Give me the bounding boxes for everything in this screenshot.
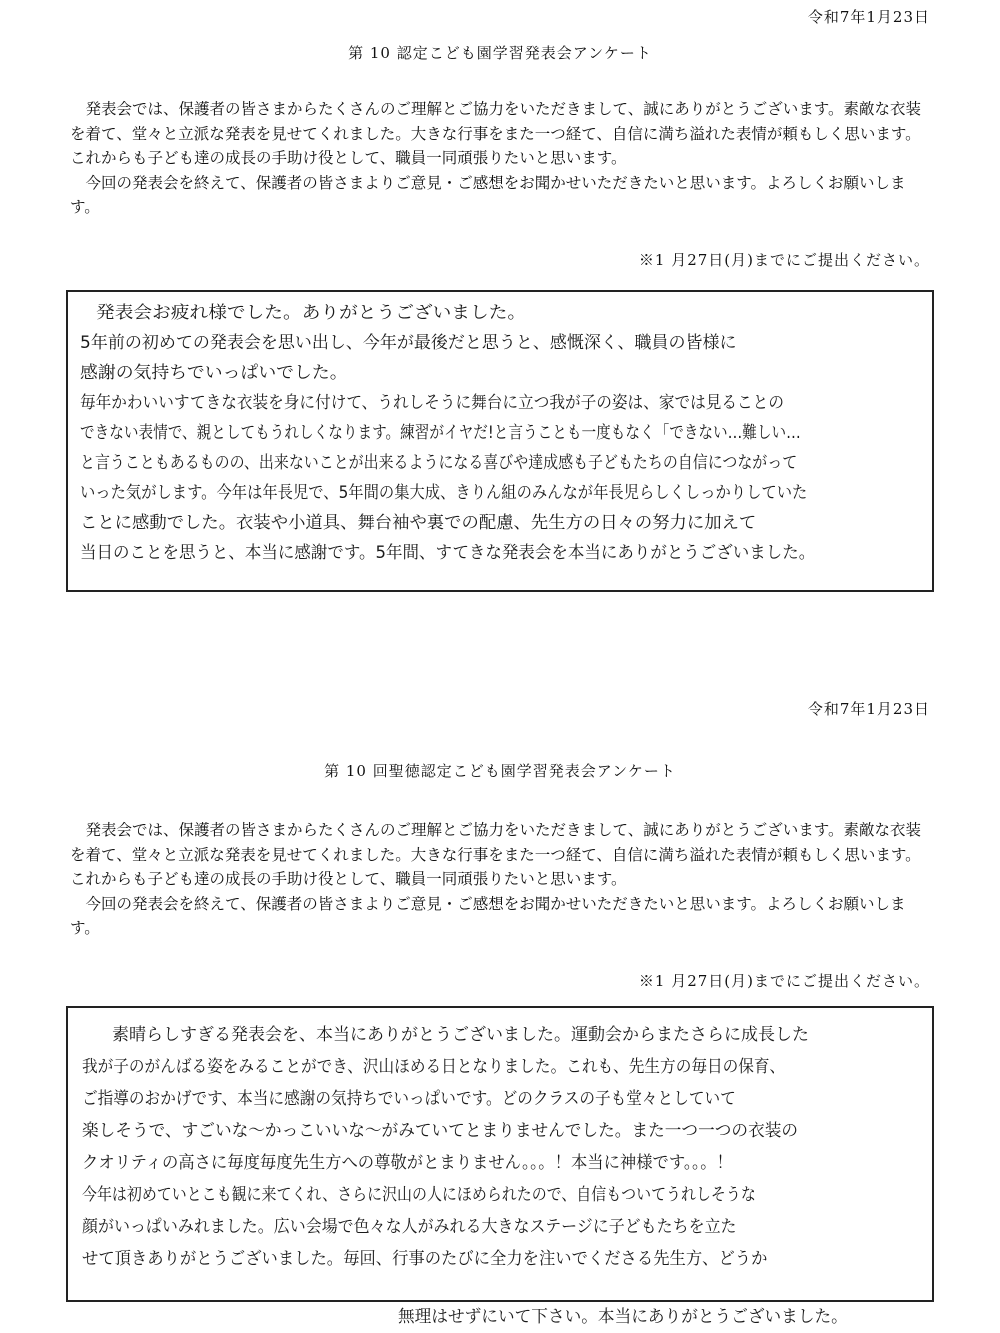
handwritten-line: いった気がします。今年は年長児で、5年間の集大成、きりん組のみんなが年長児らしくしっかりしていた	[80, 483, 808, 503]
handwritten-line: 今年は初めていとこも観に来てくれ、さらに沢山の人にほめられたので、自信もついてうれしそうな	[82, 1185, 756, 1205]
response-box	[66, 290, 934, 592]
handwritten-line: ご指導のおかげです、本当に感謝の気持ちでいっぱいです。どのクラスの子も堂々としていて	[82, 1089, 736, 1109]
handwritten-line: 感謝の気持ちでいっぱいでした。	[80, 363, 348, 383]
intro-paragraph: 今回の発表会を終えて、保護者の皆さまよりご意見・ご感想をお聞かせいただきたいと思います。よろしくお願いします。	[70, 173, 906, 216]
handwritten-line: と言うこともあるものの、出来ないことが出来るようになる喜びや達成感も子どもたちの自信につながって	[80, 453, 798, 473]
survey-sheet-1	[0, 0, 1000, 665]
handwritten-line: 我が子のがんばる姿をみることができ、沢山ほめる日となりました。これも、先生方の毎日の保育、	[82, 1057, 786, 1077]
handwritten-line: 毎年かわいいすてきな衣装を身に付けて、うれしそうに舞台に立つ我が子の姿は、家では見ることの	[80, 393, 784, 413]
handwritten-line: 無理はせずにいて下さい。本当にありがとうございました。	[398, 1307, 848, 1327]
survey-title: 第 10 認定こども園学習発表会アンケート	[348, 44, 652, 62]
handwritten-line: ことに感動でした。衣装や小道具、舞台袖や裏での配慮、先生方の日々の努力に加えて	[80, 513, 757, 533]
survey-date: 令和7年1月23日	[807, 8, 930, 26]
handwritten-line: 顔がいっぱいみれました。広い会場で色々な人がみれる大きなステージに子どもたちを立た	[82, 1217, 737, 1237]
handwritten-line: せて頂きありがとうございました。毎回、行事のたびに全力を注いでくださる先生方、どうか	[82, 1249, 768, 1269]
handwritten-line: 楽しそうで、すごいな〜かっこいいな〜がみていてとまりませんでした。また一つ一つの衣装の	[82, 1121, 799, 1141]
response-box	[66, 1006, 934, 1302]
survey-title: 第 10 回聖徳認定こども園学習発表会アンケート	[324, 762, 676, 780]
submission-deadline: ※1 月27日(月)までにご提出ください。	[638, 251, 930, 269]
intro-paragraph: 発表会では、保護者の皆さまからたくさんのご理解とご協力をいただきまして、誠にありがとうございます。素敵な衣装を着て、堂々と立派な発表を見せてくれました。大きな行事をまた一つ経て、自信に満ち溢れた表情が頼もしく思います。これからも子ども達の成長の手助け役として、職員一同頑張りたいと思います。	[70, 821, 921, 888]
handwritten-line: 当日のことを思うと、本当に感謝です。5年間、すてきな発表会を本当にありがとうございました。	[80, 543, 816, 563]
handwritten-line: 発表会お疲れ様でした。ありがとうございました。	[96, 303, 527, 323]
handwritten-line: 5年前の初めての発表会を思い出し、今年が最後だと思うと、感慨深く、職員の皆様に	[80, 333, 737, 353]
intro-paragraph: 今回の発表会を終えて、保護者の皆さまよりご意見・ご感想をお聞かせいただきたいと思います。よろしくお願いします。	[70, 894, 906, 937]
survey-intro	[70, 818, 930, 941]
handwritten-line: クオリティの高さに毎度毎度先生方への尊敬がとまりません。。。！本当に神様です。。。！	[82, 1153, 733, 1173]
handwritten-line: できない表情で、親としてもうれしくなります。練習がイヤだ!と言うことも一度もなく「できない…難しい…	[80, 423, 801, 443]
survey-intro	[70, 97, 930, 220]
survey-date: 令和7年1月23日	[807, 700, 930, 718]
handwritten-line: 素晴らしすぎる発表会を、本当にありがとうございました。運動会からまたさらに成長した	[112, 1025, 809, 1045]
survey-sheet-2	[0, 690, 1000, 1333]
intro-paragraph: 発表会では、保護者の皆さまからたくさんのご理解とご協力をいただきまして、誠にありがとうございます。素敵な衣装を着て、堂々と立派な発表を見せてくれました。大きな行事をまた一つ経て、自信に満ち溢れた表情が頼もしく思います。これからも子ども達の成長の手助け役として、職員一同頑張りたいと思います。	[70, 100, 921, 167]
submission-deadline: ※1 月27日(月)までにご提出ください。	[638, 972, 930, 990]
